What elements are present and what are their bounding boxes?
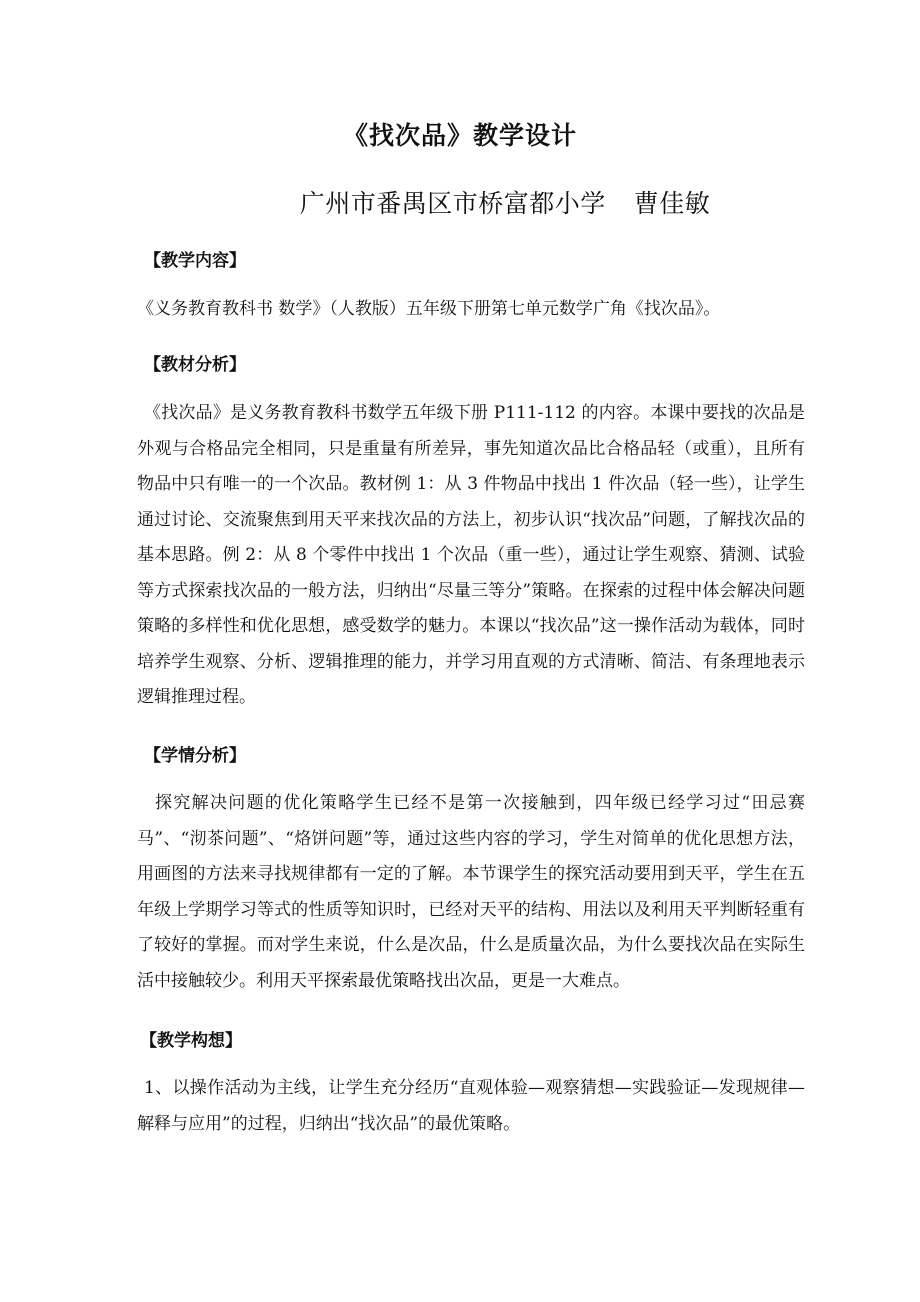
author-name: 曹佳敏: [633, 189, 711, 218]
section-paragraph-teaching-concept: 1、以操作活动为主线，让学生充分经历“直观体验—观察猜想—实践验证—发现规律—解释与应用”的过程，归纳出“找次品”的最优策略。: [137, 1078, 805, 1134]
section-heading-student-analysis: 【学情分析】: [144, 746, 246, 766]
section-heading-material-analysis: 【教材分析】: [144, 355, 246, 375]
section-heading-teaching-concept: 【教学构想】: [140, 1031, 242, 1051]
section-paragraph-material-analysis: 《找次品》是义务教育教科书数学五年级下册 P111-112 的内容。本课中要找的次品是外观与合格品完全相同，只是重量有所差异，事先知道次品比合格品轻（或重），且所有物品中只有唯一的一个次品。教材例 1：从 3 件物品中找出 1 件次品（轻一些），让学生通过讨论、交流聚焦到用天平来找次品的方法上，初步认识“找次品”问题，了解找次品的基本思路。例 2：从 8 个零件中找出 1 个次品（重一些），通过让学生观察、猜测、试验等方式探索找次品的一般方法，归纳出“尽量三等分”策略。在探索的过程中体会解决问题策略的多样性和优化思想，感受数学的魅力。本课以“找次品”这一操作活动为载体，同时培养学生观察、分析、逻辑推理的能力，并学习用直观的方式清晰、简洁、有条理地表示逻辑推理过程。: [137, 403, 805, 707]
document-title: 《找次品》教学设计: [342, 121, 577, 150]
section-heading-teaching-content: 【教学内容】: [144, 251, 246, 271]
section-paragraph-student-analysis: 探究解决问题的优化策略学生已经不是第一次接触到，四年级已经学习过“田忌赛马”、“沏茶问题”、“烙饼问题”等，通过这些内容的学习，学生对简单的优化思想方法，用画图的方法来寻找规律都有一定的了解。本节课学生的探究活动要用到天平，学生在五年级上学期学习等式的性质等知识时，已经对天平的结构、用法以及利用天平判断轻重有了较好的掌握。而对学生来说，什么是次品，什么是质量次品，为什么要找次品在实际生活中接触较少。利用天平探索最优策略找出次品，更是一大难点。: [137, 793, 805, 991]
section-paragraph-teaching-content: 《义务教育教科书 数学》（人教版）五年级下册第七单元数学广角《找次品》。: [137, 299, 721, 319]
author-school: 广州市番禺区市桥富都小学: [299, 189, 606, 218]
author-line: [0, 184, 920, 220]
